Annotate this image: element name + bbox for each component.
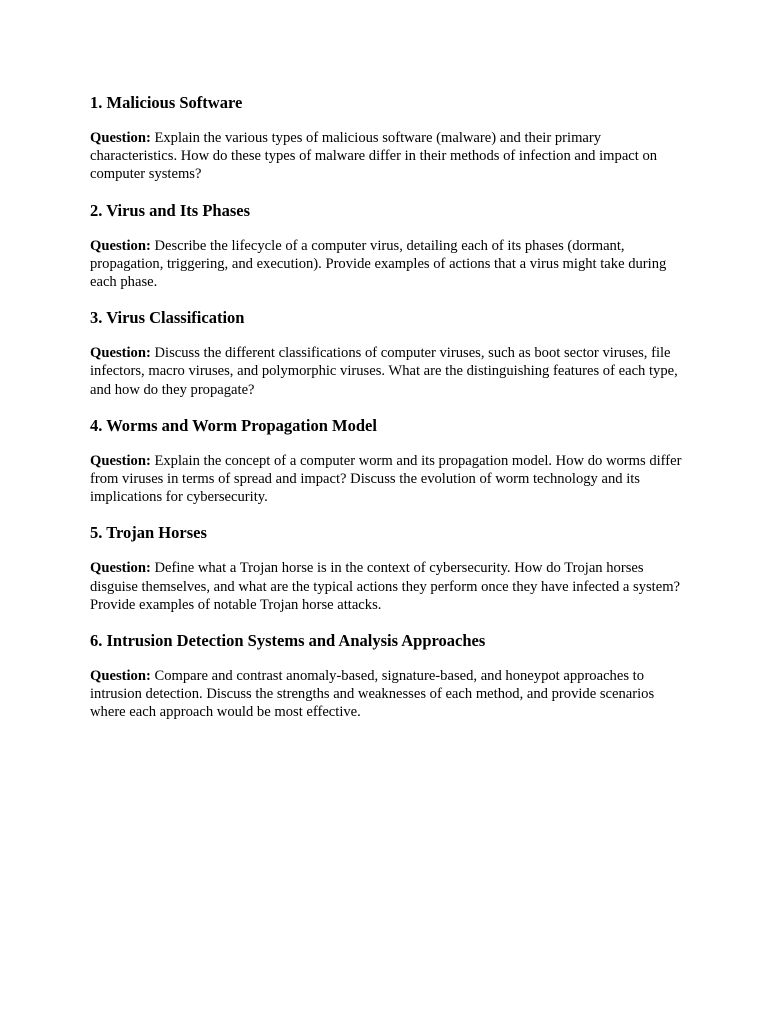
section-intrusion-detection: [90, 631, 682, 722]
question-label: Question:: [90, 130, 151, 146]
section-virus-phases: [90, 201, 682, 292]
section-heading: 3. Virus Classification: [90, 308, 245, 328]
section-heading: 5. Trojan Horses: [90, 523, 207, 543]
question-text: Explain the concept of a computer worm and its propagation model. How do worms differ from viruses in terms of spread and impact? Discuss the evolution of worm technology and its implications for cybersecurity.: [90, 452, 682, 506]
section-heading: 1. Malicious Software: [90, 93, 243, 112]
question-label: Question:: [90, 345, 151, 362]
section-heading: 6. Intrusion Detection Systems and Analysis Approaches: [90, 631, 486, 651]
question-paragraph: [90, 559, 682, 614]
section-heading: 2. Virus and Its Phases: [90, 200, 250, 220]
section-virus-classification: [90, 308, 682, 399]
question-label: Question:: [90, 560, 151, 577]
question-paragraph: [90, 129, 682, 184]
question-text: Discuss the different classifications of computer viruses, such as boot sector viruses, file infectors, macro viruses, and polymorphic viruses. What are the distinguishing features of each type, and how do they propagate?: [90, 345, 678, 398]
question-text: Define what a Trojan horse is in the context of cybersecurity. How do Trojan horses disguise themselves, and what are the typical actions they perform once they have infected a system? Provide examples of notable Trojan horse attacks.: [90, 560, 681, 613]
document-page: [90, 93, 682, 739]
section-worms: [90, 416, 682, 507]
section-trojan-horses: [90, 523, 682, 614]
section-malicious-software: [90, 93, 682, 184]
section-heading: 4. Worms and Worm Propagation Model: [90, 415, 377, 435]
question-text: Explain the various types of malicious software (malware) and their primary characteristics. How do these types of malware differ in their methods of infection and impact on computer systems?: [90, 130, 658, 183]
question-paragraph: [90, 667, 682, 722]
question-text: Compare and contrast anomaly-based, signature-based, and honeypot approaches to intrusion detection. Discuss the strengths and weaknesses of each method, and provide scenarios where each approach would be most effective.: [90, 668, 655, 721]
question-paragraph: [90, 344, 682, 399]
question-paragraph: [90, 237, 682, 292]
question-paragraph: [90, 452, 682, 507]
question-label: Question:: [90, 452, 151, 469]
question-label: Question:: [90, 237, 151, 254]
question-text: Describe the lifecycle of a computer virus, detailing each of its phases (dormant, propagation, triggering, and execution). Provide examples of actions that a virus might take during each phase.: [90, 237, 667, 291]
question-label: Question:: [90, 668, 151, 685]
